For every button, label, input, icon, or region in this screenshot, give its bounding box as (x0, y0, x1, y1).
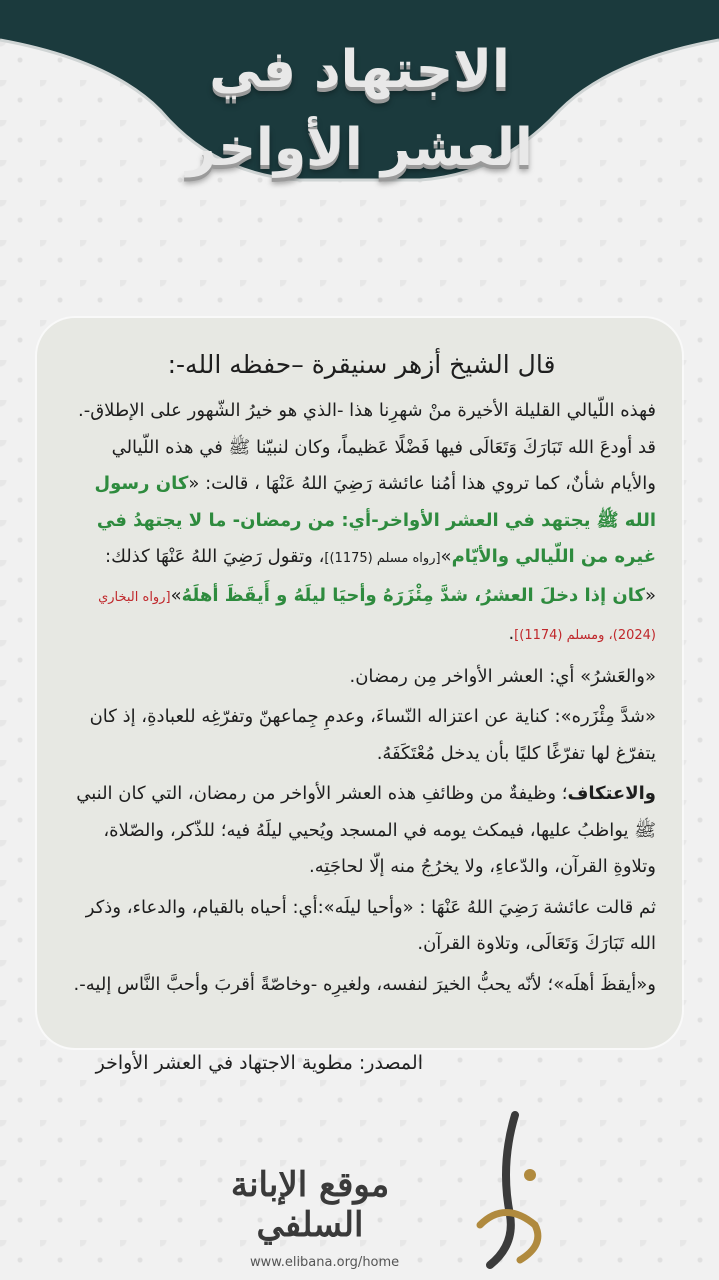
source-caption: المصدر: مطوية الاجتهاد في العشر الأواخر (95, 1052, 423, 1074)
itikaf-term: والاعتكاف (567, 783, 656, 804)
itikaf-text: ؛ وظيفةٌ من وظائفِ هذه العشر الأواخر من رمضان، التي كان النبي ﷺ يواظبُ عليها، فيمكث يومه في المسجد ويُحيي ليلَهُ فيه؛ للذّكر، والصّلاة، وتلاوةِ القرآن، والدّعاءِ، ولا يخرُجُ منه إلّا لحاجَتِه. (76, 783, 656, 877)
logo-url: www.elibana.org/home (250, 1255, 400, 1270)
period: . (508, 623, 515, 644)
intro-text-2: ، وتقول رَضِيَ اللهُ عَنْهَا كذلك: « (105, 546, 656, 606)
banner-shape (0, 0, 719, 215)
quote-close-1: » (440, 546, 452, 567)
site-logo (160, 1105, 560, 1280)
paragraph-intro (67, 393, 656, 655)
citation-1: [رواه مسلم (1175)] (324, 551, 441, 566)
title-line-2: العشر الأواخر (186, 118, 533, 178)
logo-wordmark: موقع الإبانة السلفي (230, 1165, 390, 1245)
hadith-2: كان إذا دخلَ العشرُ، شدَّ مِئْزَرَهُ وأحيَا ليلَهُ و أَيقَظَ أهلَهُ (181, 584, 645, 606)
hadith-1: كان رسول الله ﷺ يجتهد في العشر الأواخر-أي: من رمضان- ما لا يجتهدُ في غيره من اللّيالي والأيّام (94, 473, 656, 567)
title-banner (0, 0, 719, 215)
quote-heading: قال الشيخ أزهر سنيقرة –حفظه الله-: (167, 350, 556, 379)
paragraph-ahya: ثم قالت عائشة رَضِيَ اللهُ عَنْهَا : «وأحيا ليلَه»:أي: أحياه بالقيام، والدعاء، وذكر الله تَبَارَكَ وَتَعَالَى، وتلاوة القرآن. (85, 896, 656, 954)
title-line-1: الاجتهاد في (209, 40, 510, 100)
paragraph-ayqaz: و«أيقظَ أهلَه»؛ لأنّه يحبُّ الخيرَ لنفسه، ولغيرِه -وخاصّةً أقربَ وأحبَّ النَّاس إليه-. (73, 973, 656, 995)
paragraph-ashr: «والعَشرُ» أي: العشر الأواخر مِن رمضان. (349, 665, 656, 687)
calligraphy-emblem-icon (460, 1105, 555, 1275)
paragraph-itikaf (67, 776, 656, 886)
paragraph-mizar: «شدَّ مِئْزَره»: كناية عن اعتزاله النّساءَ، وعدمِ جِماعهنّ وتفرّغِه للعبادةِ، إذ كان يتفرّغ لها تفرّغًا كليًا بأن يدخل مُعْتَكَفَهُ. (89, 706, 656, 764)
quote-close-2: » (170, 584, 182, 606)
intro-text: فهذه اللّيالي القليلة الأخيرة منْ شهرِنا هذا -الذي هو خيرُ الشّهور على الإطلاق-. قد أودعَ الله تَبَارَكَ وَتَعَالَى فيها فَضْلًا عَظيماً، وكان لنبيّنا ﷺ في هذه اللّيالي والأيام شأنٌ، كما تروي هذا أمُنا عائشة رَضِيَ اللهُ عَنْهَا ، قالت: « (77, 400, 656, 494)
citation-2: [رواه البخاري (2024)، ومسلم (1174)] (98, 589, 656, 643)
content-card (37, 318, 682, 1048)
